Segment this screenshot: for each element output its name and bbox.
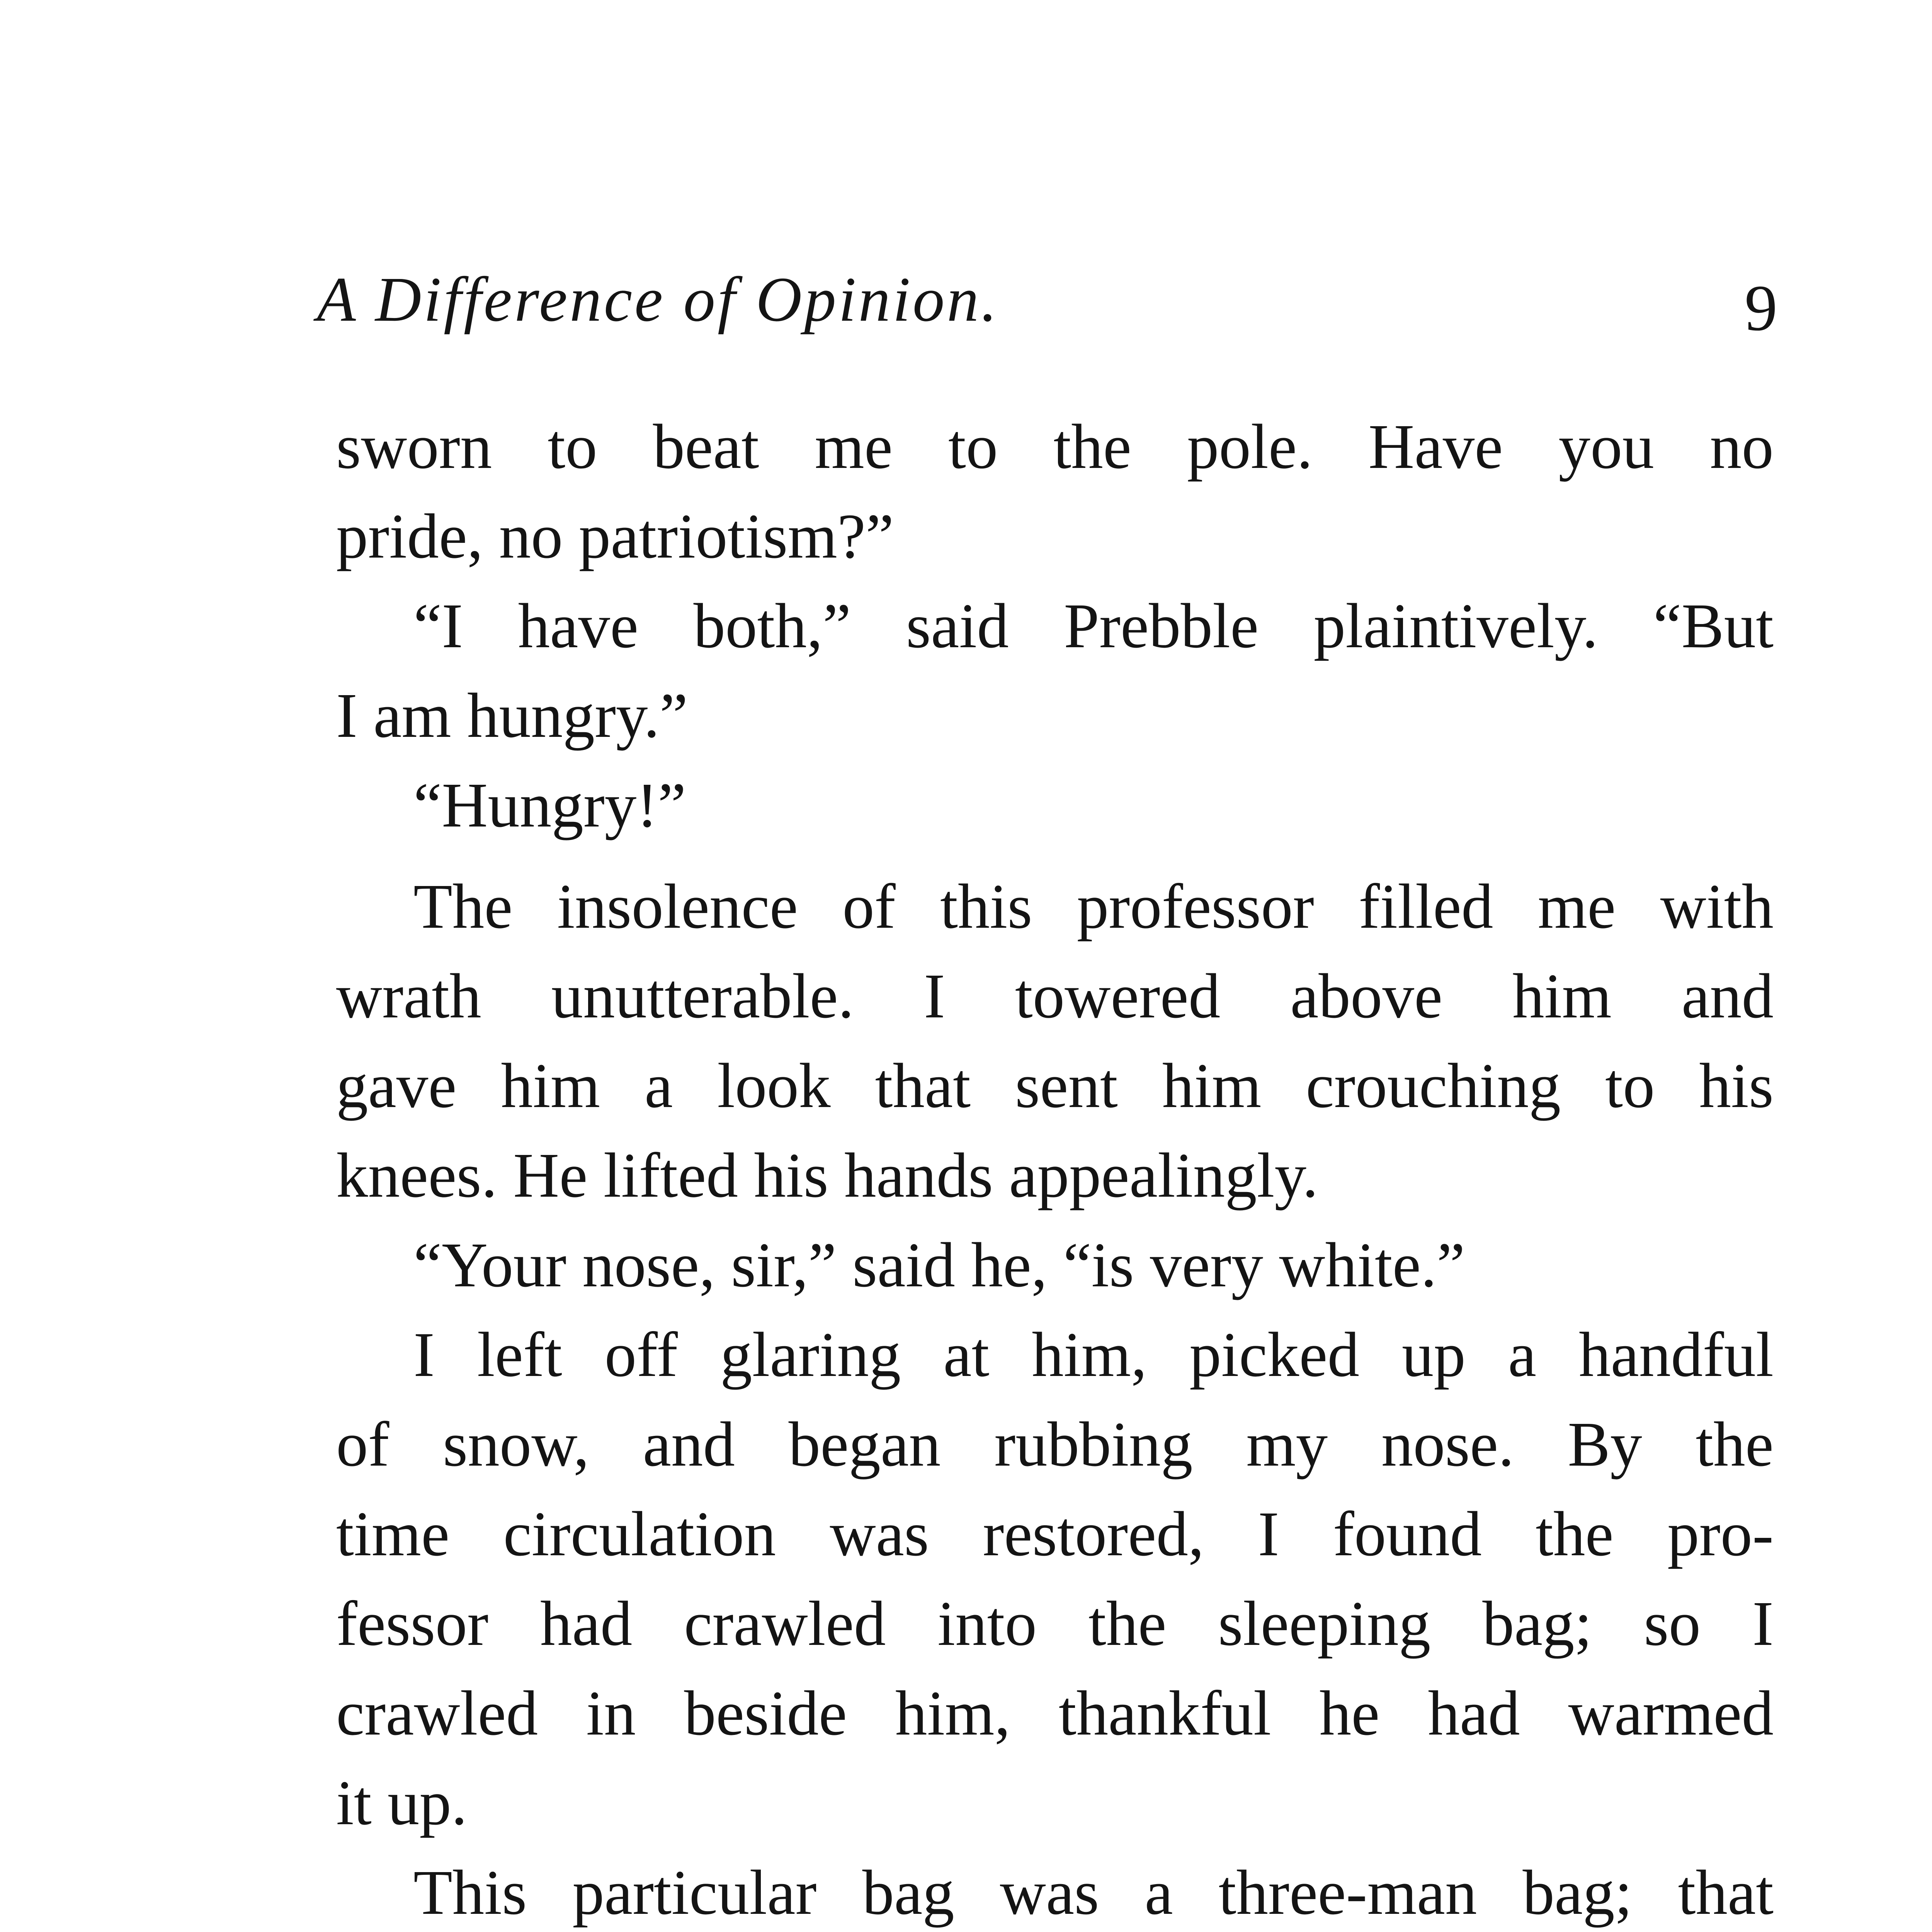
text-line: of snow, and began rubbing my nose. By the [336,1409,1774,1480]
text-line: “Hungry!” [413,770,686,840]
text-line: I am hungry.” [336,680,688,751]
body-text [336,402,1774,1932]
text-line: This particular bag was a three-man bag; that [413,1857,1774,1928]
text-line: The insolence of this professor filled me with [413,871,1774,942]
text-line: sworn to beat me to the pole. Have you no [336,411,1774,482]
text-line: knees. He lifted his hands appealingly. [336,1140,1318,1211]
text-line: time circulation was restored, I found the pro- [336,1498,1774,1569]
running-head [317,247,1777,344]
text-line: it up. [336,1767,468,1838]
text-line: crawled in beside him, thankful he had warmed [336,1678,1774,1748]
text-line: “Your nose, sir,” said he, “is very white.” [413,1230,1465,1300]
text-line: I left off glaring at him, picked up a handful [413,1319,1774,1390]
page-number: 9 [1745,272,1777,344]
text-line: fessor had crawled into the sleeping bag; so I [336,1588,1774,1659]
text-line: “I have both,” said Prebble plaintively. “But [413,590,1774,661]
text-line: gave him a look that sent him crouching to his [336,1050,1774,1121]
text-line: wrath unutterable. I towered above him and [336,961,1774,1031]
running-title: A Difference of Opinion. [317,264,1000,335]
text-line: pride, no patriotism?” [336,501,894,571]
